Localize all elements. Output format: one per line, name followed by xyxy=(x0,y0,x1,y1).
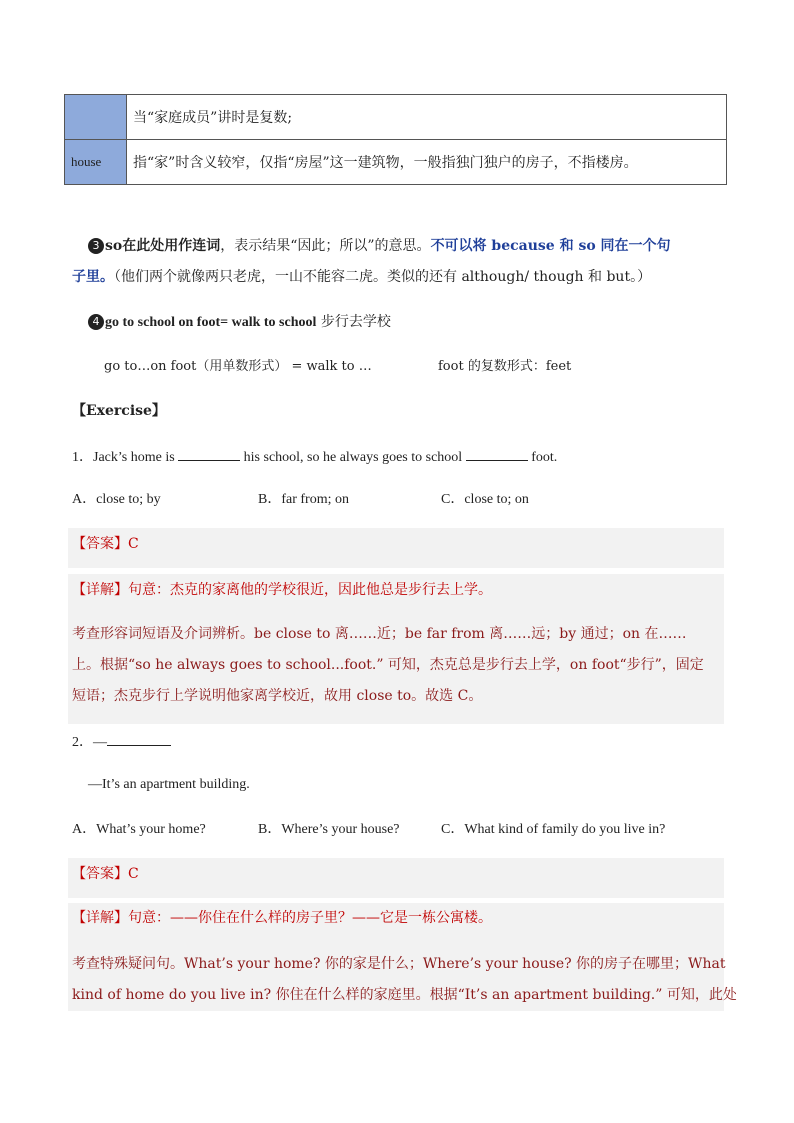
q2-option-a: A．What’s your home? xyxy=(72,822,206,837)
note-4-bold: go to school on foot= walk to school xyxy=(105,315,317,330)
note-4-text: 步行去学校 xyxy=(320,314,391,330)
note-3-warning: 不可以将 because 和 so 同在一个句 xyxy=(430,238,671,254)
number-3-icon: 3 xyxy=(88,238,104,254)
note-3-bold: so在此处用作连词 xyxy=(105,238,221,254)
answer-box xyxy=(68,858,724,898)
answer-value: C xyxy=(128,536,139,552)
q1-option-a: A．close to; by xyxy=(72,492,161,507)
table-definition-cell: 指“家”时含义较窄，仅指“房屋”这一建筑物，一般指独门独户的房子，不指楼房。 xyxy=(127,140,727,185)
note-3-aside: （他们两个就像两只老虎，一山不能容二虎。类似的还有 although/ though 和 but。） xyxy=(114,269,652,285)
q1-explain-intro xyxy=(72,580,492,600)
note-4-sub-b: foot 的复数形式：feet xyxy=(438,359,572,374)
table-word-cell: house xyxy=(65,140,127,185)
blank xyxy=(466,446,528,461)
q2-option-b: B．Where’s your house? xyxy=(258,822,400,837)
note-3-line-2 xyxy=(72,267,651,287)
explain-intro: 句意：——你住在什么样的房子里？——它是一栋公寓楼。 xyxy=(128,910,492,926)
q2-explain-line-1: 考查特殊疑问句。What’s your home? 你的家是什么；Where’s your house? 你的房子在哪里；What xyxy=(72,956,726,972)
question-1-mid: his school, so he always goes to school xyxy=(243,450,463,465)
table-definition-cell: 当“家庭成员”讲时是复数; xyxy=(127,95,727,140)
answer-label: 【答案】 xyxy=(72,536,128,552)
question-2-reply: —It’s an apartment building. xyxy=(88,777,250,792)
blank xyxy=(178,446,240,461)
note-3-warning-cont: 子里。 xyxy=(72,269,114,285)
q1-explain-line-2: 上。根据“so he always goes to school...foot.” 可知，杰克总是步行去上学，on foot“步行”，固定 xyxy=(72,657,704,673)
number-4-icon: 4 xyxy=(88,314,104,330)
note-3-text: ，表示结果“因此；所以”的意思。 xyxy=(220,238,431,254)
blank xyxy=(107,731,171,746)
answer-label: 【答案】 xyxy=(72,866,128,882)
q1-option-c: C．close to; on xyxy=(441,492,529,507)
note-4-line xyxy=(88,312,391,333)
table-row xyxy=(65,140,727,185)
question-1-prefix: 1．Jack’s home is xyxy=(72,450,175,465)
table-row xyxy=(65,95,727,140)
question-2 xyxy=(72,731,171,753)
question-2-prefix: 2．— xyxy=(72,735,107,750)
q1-answer xyxy=(72,534,139,554)
q1-explain-line-1: 考查形容词短语及介词辨析。be close to 离……近；be far from 离……远；by 通过；on 在…… xyxy=(72,626,687,642)
answer-value: C xyxy=(128,866,139,882)
answer-box xyxy=(68,528,724,568)
note-3-line-1 xyxy=(88,236,671,256)
question-1-suffix: foot. xyxy=(531,450,558,465)
definition-table xyxy=(64,94,727,185)
explain-label: 【详解】 xyxy=(72,582,128,598)
note-4-sub-a: go to…on foot（用单数形式） = walk to … xyxy=(104,359,372,374)
q1-explain-line-3: 短语；杰克步行上学说明他家离学校近，故用 close to。故选 C。 xyxy=(72,688,483,704)
explain-intro: 句意：杰克的家离他的学校很近，因此他总是步行去上学。 xyxy=(128,582,492,598)
q2-option-c: C．What kind of family do you live in? xyxy=(441,822,666,837)
q1-option-b: B．far from; on xyxy=(258,492,349,507)
q2-explain-intro xyxy=(72,908,492,928)
q2-answer xyxy=(72,864,139,884)
exercise-heading: 【Exercise】 xyxy=(72,403,166,419)
question-1 xyxy=(72,446,557,468)
table-word-cell xyxy=(65,95,127,140)
q2-explain-line-2: kind of home do you live in? 你住在什么样的家庭里。根据“It’s an apartment building.” 可知，此处 xyxy=(72,987,737,1003)
explain-label: 【详解】 xyxy=(72,910,128,926)
